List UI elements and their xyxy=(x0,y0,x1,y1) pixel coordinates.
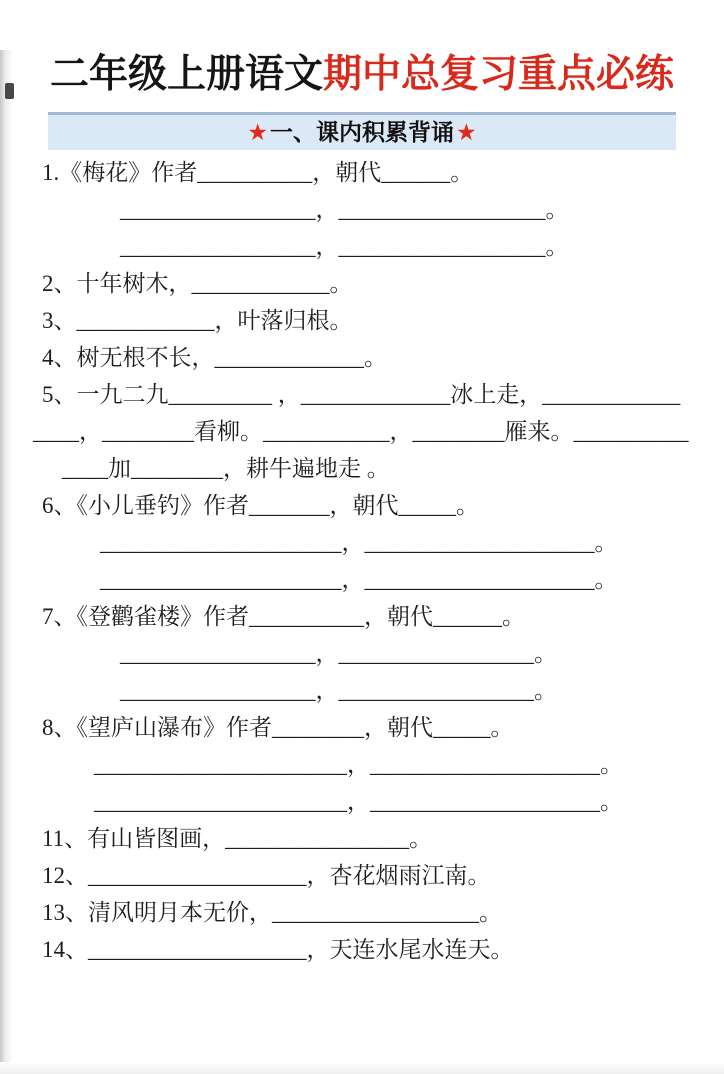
question-list xyxy=(0,150,724,968)
question-3-line: 3、____________，叶落归根。 xyxy=(42,308,353,333)
question-8-blank-row-1: ______________________，____________________。 xyxy=(94,752,623,777)
page-title-black-part: 二年级上册语文 xyxy=(49,53,323,96)
section-banner-label: 一、课内积累背诵 xyxy=(270,119,454,145)
star-icon: ★ xyxy=(247,119,268,145)
page-title-red-part: 期中总复习重点必练 xyxy=(323,53,675,96)
question-7-blank-row-1: _________________，_________________。 xyxy=(120,641,557,666)
question-13-line: 13、清风明月本无价，__________________。 xyxy=(42,900,502,925)
question-6-line: 6、《小儿垂钓》作者_______，朝代_____。 xyxy=(42,493,479,518)
question-12-line: 12、___________________，杏花烟雨江南。 xyxy=(42,863,491,888)
star-icon: ★ xyxy=(456,119,477,145)
question-8-blank-row-2: ______________________，____________________。 xyxy=(94,789,623,814)
page-title xyxy=(8,50,716,100)
question-2-line: 2、十年树木，____________。 xyxy=(42,271,353,296)
question-5-line-2: ____，________看柳。___________，________雁来。__________ xyxy=(33,419,689,444)
page-left-edge xyxy=(0,50,13,1074)
question-7-blank-row-2: _________________，_________________。 xyxy=(120,678,557,703)
question-7-line: 7、《登鹳雀楼》作者__________，朝代______。 xyxy=(42,604,525,629)
page-bottom-edge xyxy=(0,1062,724,1074)
worksheet-page xyxy=(0,50,724,1074)
question-6-blank-row-2: _____________________，____________________。 xyxy=(100,567,618,592)
question-5-line-3: ____加________，耕牛遍地走 。 xyxy=(62,456,390,481)
question-5-line-1: 5、一九二九_________ ，_____________冰上走，____________ xyxy=(42,382,681,407)
question-11-line: 11、有山皆图画，________________。 xyxy=(42,826,433,851)
question-4-line: 4、树无根不长，_____________。 xyxy=(42,345,387,370)
question-1-blank-row-2: _________________，__________________。 xyxy=(120,234,569,259)
question-6-blank-row-1: _____________________，____________________。 xyxy=(100,530,618,555)
question-8-line: 8、《望庐山瀑布》作者________，朝代_____。 xyxy=(42,715,514,740)
question-1-blank-row-1: _________________，__________________。 xyxy=(120,197,569,222)
question-1-line: 1.《梅花》作者__________，朝代______。 xyxy=(42,160,474,185)
scan-artifact xyxy=(5,83,14,99)
section-banner xyxy=(48,112,676,150)
question-14-line: 14、___________________，天连水尾水连天。 xyxy=(42,937,514,962)
